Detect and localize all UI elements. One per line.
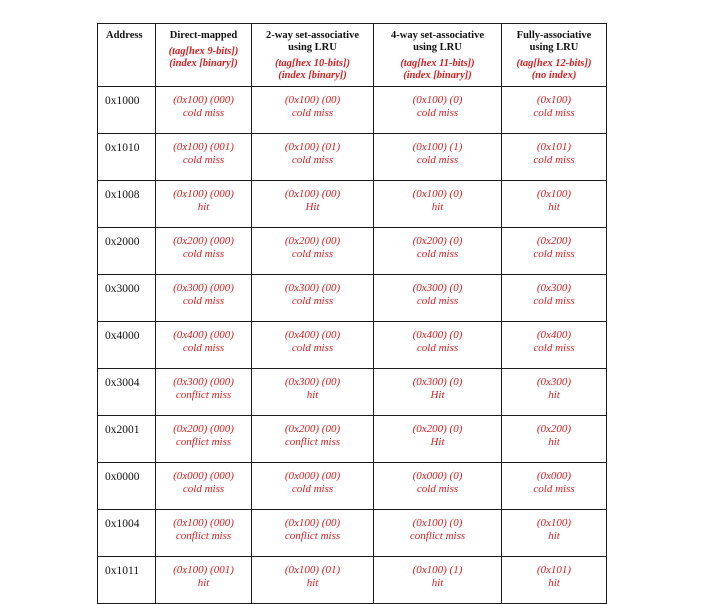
tag-index-text: (0x200): [536, 235, 572, 247]
address-cell: 0x3004: [98, 369, 156, 416]
tag-index-text: (0x200) (00): [284, 235, 341, 247]
header-title: using LRU: [288, 42, 337, 53]
table-row: [98, 134, 607, 181]
tag-index-text: (0x100) (00): [284, 94, 341, 106]
result-cell: [156, 416, 252, 463]
result-cell: [502, 275, 607, 322]
outcome-text: cold miss: [291, 154, 334, 166]
tag-index-text: (0x200) (000): [173, 235, 234, 247]
header-subtitle: (tag[hex 9-bits]): [168, 46, 239, 57]
tag-index-text: (0x400): [536, 329, 572, 341]
outcome-text: cold miss: [182, 154, 225, 166]
header-4-way: [374, 24, 502, 87]
result-cell: [156, 275, 252, 322]
address-cell: 0x4000: [98, 322, 156, 369]
tag-index-text: (0x300): [536, 376, 572, 388]
result-cell: [252, 557, 374, 604]
header-subtitle: (tag[hex 11-bits]): [400, 58, 475, 69]
outcome-text: hit: [431, 201, 444, 213]
outcome-text: hit: [548, 201, 560, 213]
result-cell: [374, 463, 502, 510]
header-subtitle: (index [binary]): [278, 70, 347, 81]
tag-index-text: (0x200) (0): [412, 423, 463, 435]
result-cell: [252, 181, 374, 228]
tag-index-text: (0x400) (000): [173, 329, 234, 341]
result-cell: [374, 510, 502, 557]
header-2-way: [252, 24, 374, 87]
header-subtitle: (index [binary]): [169, 58, 238, 69]
result-cell: [252, 369, 374, 416]
header-subtitle: (tag[hex 12-bits]): [516, 58, 592, 69]
outcome-text: cold miss: [416, 295, 459, 307]
outcome-text: cold miss: [291, 295, 334, 307]
tag-index-text: (0x100) (0): [412, 517, 463, 529]
outcome-text: cold miss: [416, 342, 459, 354]
address-cell: 0x2000: [98, 228, 156, 275]
tag-index-text: (0x300) (000): [173, 282, 234, 294]
result-cell: [502, 463, 607, 510]
result-cell: [502, 87, 607, 134]
outcome-text: Hit: [430, 389, 445, 401]
outcome-text: cold miss: [182, 107, 225, 119]
outcome-text: cold miss: [533, 248, 575, 260]
tag-index-text: (0x100): [536, 188, 572, 200]
result-cell: [156, 181, 252, 228]
result-cell: [374, 275, 502, 322]
outcome-text: hit: [306, 577, 319, 589]
outcome-text: cold miss: [291, 342, 334, 354]
tag-index-text: (0x101): [536, 141, 572, 153]
tag-index-text: (0x100) (01): [284, 141, 341, 153]
tag-index-text: (0x300) (00): [284, 282, 341, 294]
result-cell: [374, 181, 502, 228]
result-cell: [374, 134, 502, 181]
tag-index-text: (0x300) (000): [173, 376, 234, 388]
tag-index-text: (0x100) (0): [412, 94, 463, 106]
outcome-text: cold miss: [416, 154, 459, 166]
outcome-text: hit: [431, 577, 444, 589]
result-cell: [374, 322, 502, 369]
result-cell: [156, 134, 252, 181]
result-cell: [502, 322, 607, 369]
table-row: [98, 463, 607, 510]
tag-index-text: (0x100) (001): [173, 141, 234, 153]
tag-index-text: (0x101): [536, 564, 572, 576]
outcome-text: Hit: [430, 436, 445, 448]
tag-index-text: (0x100) (001): [173, 564, 234, 576]
header-direct-mapped: [156, 24, 252, 87]
header-subtitle: (no index): [531, 70, 577, 81]
table-row: [98, 275, 607, 322]
address-cell: 0x1010: [98, 134, 156, 181]
outcome-text: hit: [197, 577, 210, 589]
table-row: [98, 181, 607, 228]
tag-index-text: (0x100) (00): [284, 517, 341, 529]
outcome-text: hit: [548, 436, 560, 448]
table-header-row: [98, 24, 607, 87]
header-subtitle: (index [binary]): [403, 70, 472, 81]
tag-index-text: (0x000) (0): [412, 470, 463, 482]
tag-index-text: (0x300) (00): [284, 376, 341, 388]
table-row: [98, 322, 607, 369]
result-cell: [502, 134, 607, 181]
result-cell: [252, 416, 374, 463]
outcome-text: hit: [548, 389, 560, 401]
tag-index-text: (0x100) (000): [173, 517, 234, 529]
outcome-text: cold miss: [182, 248, 225, 260]
header-title: 2-way set-associative: [265, 30, 360, 41]
tag-index-text: (0x100): [536, 94, 572, 106]
tag-index-text: (0x100) (01): [284, 564, 341, 576]
outcome-text: conflict miss: [175, 389, 232, 401]
tag-index-text: (0x100): [536, 517, 572, 529]
address-cell: 0x0000: [98, 463, 156, 510]
table-row: [98, 416, 607, 463]
header-title: using LRU: [529, 42, 579, 53]
result-cell: [252, 322, 374, 369]
outcome-text: cold miss: [291, 107, 334, 119]
outcome-text: conflict miss: [284, 530, 341, 542]
header-title: Fully-associative: [516, 30, 592, 41]
outcome-text: hit: [548, 530, 560, 542]
outcome-text: cold miss: [533, 483, 575, 495]
result-cell: [502, 510, 607, 557]
tag-index-text: (0x100) (000): [173, 188, 234, 200]
result-cell: [502, 557, 607, 604]
header-address: [98, 24, 156, 87]
tag-index-text: (0x400) (00): [284, 329, 341, 341]
address-cell: 0x2001: [98, 416, 156, 463]
header-fully-associative: [502, 24, 607, 87]
result-cell: [502, 228, 607, 275]
tag-index-text: (0x300) (0): [412, 376, 463, 388]
result-cell: [156, 228, 252, 275]
tag-index-text: (0x200) (0): [412, 235, 463, 247]
result-cell: [374, 416, 502, 463]
header-title: Direct-mapped: [169, 30, 238, 41]
tag-index-text: (0x300): [536, 282, 572, 294]
table-row: [98, 228, 607, 275]
result-cell: [156, 463, 252, 510]
address-cell: 0x3000: [98, 275, 156, 322]
result-cell: [252, 134, 374, 181]
outcome-text: Hit: [305, 201, 320, 213]
tag-index-text: (0x200) (00): [284, 423, 341, 435]
header-subtitle: (tag[hex 10-bits]): [275, 58, 350, 69]
outcome-text: conflict miss: [409, 530, 466, 542]
address-cell: 0x1004: [98, 510, 156, 557]
table-row: [98, 510, 607, 557]
outcome-text: hit: [306, 389, 319, 401]
result-cell: [252, 463, 374, 510]
outcome-text: cold miss: [291, 483, 334, 495]
result-cell: [156, 322, 252, 369]
outcome-text: hit: [197, 201, 210, 213]
header-title: Address: [106, 30, 143, 41]
tag-index-text: (0x100) (00): [284, 188, 341, 200]
tag-index-text: (0x100) (1): [412, 564, 463, 576]
result-cell: [252, 510, 374, 557]
outcome-text: cold miss: [533, 295, 575, 307]
result-cell: [252, 228, 374, 275]
tag-index-text: (0x000) (00): [284, 470, 341, 482]
outcome-text: cold miss: [533, 154, 575, 166]
tag-index-text: (0x200): [536, 423, 572, 435]
address-cell: 0x1000: [98, 87, 156, 134]
result-cell: [156, 369, 252, 416]
result-cell: [156, 87, 252, 134]
table-row: [98, 369, 607, 416]
tag-index-text: (0x200) (000): [173, 423, 234, 435]
result-cell: [252, 87, 374, 134]
result-cell: [374, 228, 502, 275]
header-title: 4-way set-associative: [390, 30, 485, 41]
header-title: using LRU: [413, 42, 462, 53]
outcome-text: conflict miss: [175, 436, 232, 448]
outcome-text: cold miss: [182, 483, 225, 495]
result-cell: [374, 87, 502, 134]
tag-index-text: (0x400) (0): [412, 329, 463, 341]
result-cell: [374, 557, 502, 604]
tag-index-text: (0x300) (0): [412, 282, 463, 294]
address-cell: 0x1008: [98, 181, 156, 228]
table-row: [98, 87, 607, 134]
result-cell: [252, 275, 374, 322]
address-cell: 0x1011: [98, 557, 156, 604]
outcome-text: cold miss: [291, 248, 334, 260]
outcome-text: conflict miss: [175, 530, 232, 542]
tag-index-text: (0x000) (000): [173, 470, 234, 482]
result-cell: [502, 181, 607, 228]
tag-index-text: (0x000): [536, 470, 572, 482]
result-cell: [502, 416, 607, 463]
outcome-text: cold miss: [533, 342, 575, 354]
cache-simulation-table: [97, 23, 607, 604]
outcome-text: cold miss: [182, 342, 225, 354]
result-cell: [156, 557, 252, 604]
outcome-text: cold miss: [533, 107, 575, 119]
outcome-text: cold miss: [416, 107, 459, 119]
result-cell: [502, 369, 607, 416]
outcome-text: conflict miss: [284, 436, 341, 448]
result-cell: [156, 510, 252, 557]
outcome-text: hit: [548, 577, 560, 589]
tag-index-text: (0x100) (0): [412, 188, 463, 200]
outcome-text: cold miss: [182, 295, 225, 307]
tag-index-text: (0x100) (1): [412, 141, 463, 153]
tag-index-text: (0x100) (000): [173, 94, 234, 106]
outcome-text: cold miss: [416, 248, 459, 260]
result-cell: [374, 369, 502, 416]
outcome-text: cold miss: [416, 483, 459, 495]
table-row: [98, 557, 607, 604]
